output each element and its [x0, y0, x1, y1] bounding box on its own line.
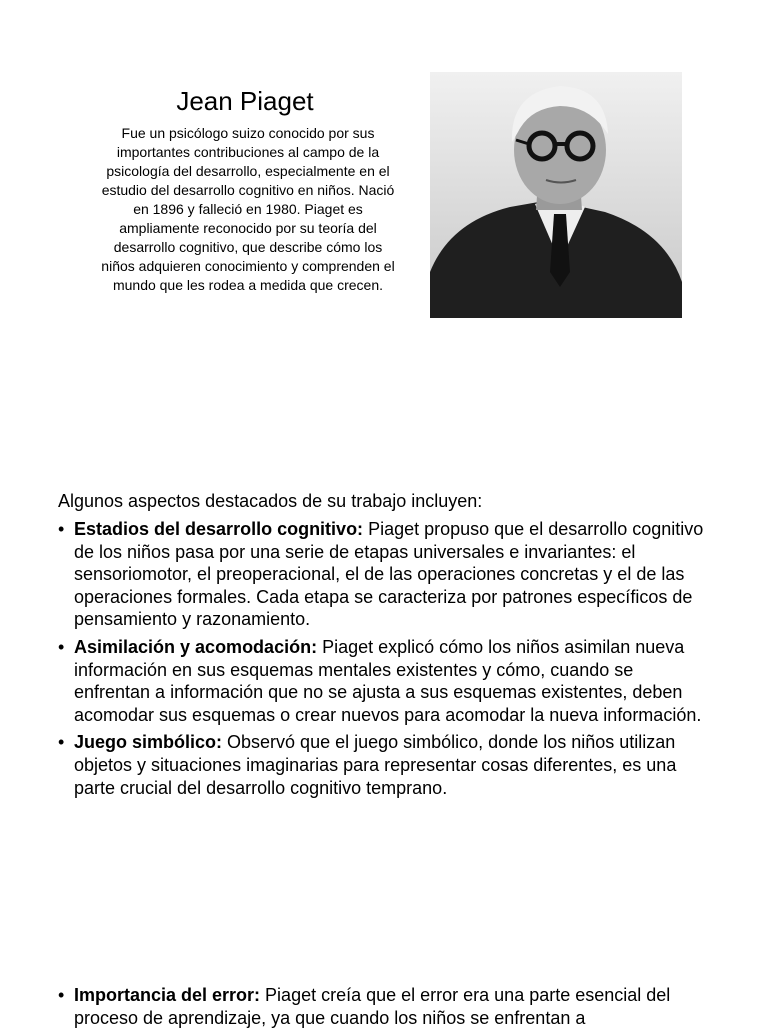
item-text: Piaget explicó cómo los niños asimilan nueva información en sus esquemas mentales existentes y cómo, cuando se enfrentan a información que no se ajusta a sus esquemas existentes, deben acomodar sus esquemas o crear nuevos para acomodar la nueva información.: [74, 636, 702, 725]
item-term: Estadios del desarrollo cognitivo:: [74, 519, 364, 539]
bullet-icon: •: [58, 732, 65, 753]
bullet-icon: •: [58, 519, 65, 539]
bullet-icon: •: [58, 636, 65, 657]
item-term: Juego simbólico:: [74, 732, 223, 753]
item-text: Piaget propuso que el desarrollo cognitivo de los niños pasa por una serie de etapas universales e invariantes: el sensoriomotor, el preoperacional, el de las operaciones concretas y el de las operaciones formales. Cada etapa se caracteriza por patrones específicos de pensamiento y razonamiento.: [74, 519, 704, 630]
item-text: Piaget creía que el error era una parte esencial del proceso de aprendizaje, ya que cuando los niños se enfrentan a: [74, 985, 671, 1028]
item-term: Asimilación y acomodación:: [74, 636, 318, 657]
bullet-icon: •: [58, 985, 65, 1005]
portrait-photo: [430, 72, 682, 318]
item-text: Observó que el juego simbólico, donde los niños utilizan objetos y situaciones imaginarias para representar cosas diferentes, es una parte crucial del desarrollo cognitivo temprano.: [74, 732, 677, 798]
list-item: [58, 518, 708, 631]
list-item: [58, 731, 708, 799]
item-term: Importancia del error:: [74, 985, 261, 1005]
intro-lead: Algunos aspectos destacados de su trabajo incluyen:: [58, 491, 483, 511]
page-title: Jean Piaget: [176, 86, 314, 116]
highlights-list-continued: [58, 984, 708, 1034]
list-item: [58, 984, 708, 1029]
portrait-photo-icon: [430, 72, 682, 318]
list-item: [58, 636, 708, 726]
highlights-list: [58, 518, 708, 804]
intro-paragraph: Fue un psicólogo suizo conocido por sus importantes contribuciones al campo de la psicología del desarrollo, especialmente en el estudio del desarrollo cognitivo en niños. Nació en 1896 y falleció en 1980. Piaget es ampliamente reconocido por su teoría del desarrollo cognitivo, que describe cómo los niños adquieren conocimiento y comprenden el mundo que les rodea a medida que crecen.: [101, 125, 395, 293]
